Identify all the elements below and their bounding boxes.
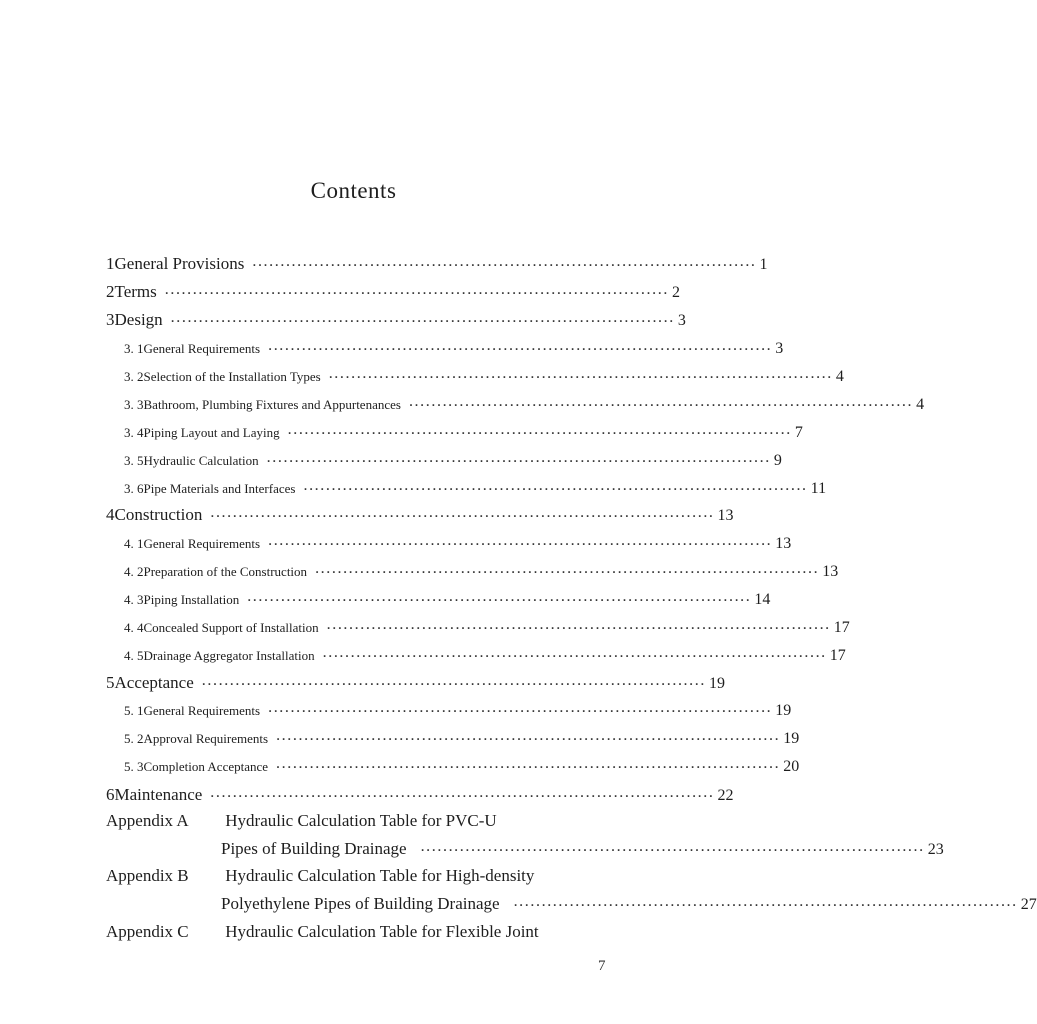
toc-entry-label: Completion Acceptance xyxy=(143,759,269,774)
appendix-title-line1: Hydraulic Calculation Table for High-density xyxy=(225,866,535,885)
toc-dot-leader: ·························································································· xyxy=(268,537,773,551)
toc-dot-leader: ·························································································· xyxy=(201,677,706,691)
toc-dot-leader: ·························································································· xyxy=(322,649,827,663)
toc-entry-label: Approval Requirements xyxy=(143,731,269,746)
appendix-number: Appendix A xyxy=(106,811,189,830)
toc-entry[interactable] xyxy=(106,254,768,282)
toc-dot-leader: ·························································································· xyxy=(420,843,925,857)
toc-entry[interactable] xyxy=(106,673,725,701)
appendix-number: Appendix C xyxy=(106,922,189,941)
toc-entry-number: 3. 2 xyxy=(124,369,144,384)
toc-entry-label: Design xyxy=(114,310,163,329)
toc-entry-label: Concealed Support of Installation xyxy=(143,620,319,635)
toc-entry-page: 17 xyxy=(833,619,850,636)
toc-entry-label: General Requirements xyxy=(143,341,261,356)
toc-entry[interactable] xyxy=(124,647,846,675)
toc-entry-page: 1 xyxy=(759,256,768,273)
toc-entry-page: 23 xyxy=(927,841,944,858)
toc-entry-number: 3. 4 xyxy=(124,425,144,440)
toc-entry-page: 13 xyxy=(822,563,839,580)
toc-entry-page: 3 xyxy=(775,340,784,357)
appendix-title-line2: Pipes of Building Drainage xyxy=(221,839,407,858)
toc-entry-page: 11 xyxy=(810,480,827,497)
toc-appendix-c[interactable] xyxy=(106,922,539,942)
toc-entry[interactable] xyxy=(124,758,800,786)
toc-entry-label: Terms xyxy=(114,282,157,301)
toc-entry[interactable] xyxy=(124,591,771,619)
toc-entry-page: 13 xyxy=(717,507,734,524)
toc-entry-label: Preparation of the Construction xyxy=(143,564,308,579)
toc-dot-leader: ·························································································· xyxy=(210,789,715,803)
toc-entry[interactable] xyxy=(124,424,803,452)
toc-entry-page: 19 xyxy=(708,675,725,692)
toc-entry-page: 2 xyxy=(671,284,680,301)
toc-entry[interactable] xyxy=(124,480,827,508)
page-title: Contents xyxy=(310,178,397,203)
toc-dot-leader: ·························································································· xyxy=(276,760,781,774)
toc-entry-number: 5. 3 xyxy=(124,759,144,774)
appendix-title-line1: Hydraulic Calculation Table for PVC-U xyxy=(225,811,497,830)
toc-entry-number: 3. 6 xyxy=(124,481,144,496)
toc-entry-page: 19 xyxy=(783,730,800,747)
toc-dot-leader: ·························································································· xyxy=(326,621,831,635)
toc-entry-label: General Provisions xyxy=(114,254,245,273)
toc-appendix-b-continuation[interactable] xyxy=(221,894,1037,914)
toc-entry-page: 4 xyxy=(916,396,925,413)
toc-dot-leader: ·························································································· xyxy=(210,509,715,523)
toc-entry[interactable] xyxy=(124,368,844,396)
appendix-number: Appendix B xyxy=(106,866,189,885)
toc-dot-leader: ·························································································· xyxy=(252,258,757,272)
toc-entry[interactable] xyxy=(124,452,782,480)
toc-entry-number: 3. 3 xyxy=(124,397,144,412)
toc-entry[interactable] xyxy=(124,535,792,563)
toc-entry-label: Selection of the Installation Types xyxy=(143,369,321,384)
toc-entry-number: 5. 2 xyxy=(124,731,144,746)
toc-dot-leader: ·························································································· xyxy=(315,565,820,579)
toc-entry-page: 9 xyxy=(773,452,782,469)
toc-entry-page: 7 xyxy=(794,424,803,441)
toc-entry-number: 1 xyxy=(106,254,115,273)
toc-dot-leader: ·························································································· xyxy=(287,426,792,440)
toc-entry-label: Construction xyxy=(114,505,203,524)
toc-dot-leader: ·························································································· xyxy=(268,704,773,718)
toc-dot-leader: ·························································································· xyxy=(247,593,752,607)
toc-entry-label: Pipe Materials and Interfaces xyxy=(143,481,296,496)
toc-entry-number: 3. 1 xyxy=(124,341,144,356)
toc-entry[interactable] xyxy=(124,563,839,591)
toc-entry-label: Drainage Aggregator Installation xyxy=(143,648,315,663)
toc-appendix-b[interactable] xyxy=(106,866,534,886)
toc-entry[interactable] xyxy=(124,396,925,424)
toc-entry-number: 4. 2 xyxy=(124,564,144,579)
toc-entry[interactable] xyxy=(106,785,734,813)
toc-entry-label: Piping Installation xyxy=(143,592,240,607)
appendix-title-line1: Hydraulic Calculation Table for Flexible Joint xyxy=(225,922,539,941)
toc-entry-page: 20 xyxy=(783,758,800,775)
toc-dot-leader: ·························································································· xyxy=(303,482,808,496)
toc-appendix-a[interactable] xyxy=(106,811,497,831)
toc-dot-leader: ·························································································· xyxy=(266,454,771,468)
toc-entry[interactable] xyxy=(124,619,850,647)
toc-entry[interactable] xyxy=(106,282,680,310)
toc-entry-number: 4 xyxy=(106,505,115,524)
page-number: 7 xyxy=(598,958,606,974)
toc-entry-page: 17 xyxy=(829,647,846,664)
toc-entry-label: Maintenance xyxy=(114,785,203,804)
toc-entry-number: 4. 3 xyxy=(124,592,144,607)
toc-entry[interactable] xyxy=(124,702,792,730)
toc-entry[interactable] xyxy=(124,340,784,368)
toc-entry-number: 4. 5 xyxy=(124,648,144,663)
toc-entry-label: Acceptance xyxy=(114,673,194,692)
toc-entry-page: 13 xyxy=(775,535,792,552)
toc-entry-label: General Requirements xyxy=(143,703,261,718)
toc-entry-number: 5. 1 xyxy=(124,703,144,718)
toc-appendix-a-continuation[interactable] xyxy=(221,839,944,859)
toc-entry-number: 4. 1 xyxy=(124,536,144,551)
toc-entry-number: 3 xyxy=(106,310,115,329)
toc-dot-leader: ·························································································· xyxy=(170,314,675,328)
toc-entry-page: 3 xyxy=(677,312,686,329)
toc-dot-leader: ·························································································· xyxy=(513,898,1018,912)
toc-dot-leader: ·························································································· xyxy=(276,732,781,746)
toc-entry-number: 3. 5 xyxy=(124,453,144,468)
toc-entry-number: 2 xyxy=(106,282,115,301)
toc-entry[interactable] xyxy=(106,310,686,338)
toc-entry-number: 5 xyxy=(106,673,115,692)
toc-entry-page: 22 xyxy=(717,787,734,804)
toc-entry-label: Bathroom, Plumbing Fixtures and Appurtenances xyxy=(143,397,401,412)
toc-entry-label: Hydraulic Calculation xyxy=(143,453,259,468)
toc-entry-page: 14 xyxy=(754,591,771,608)
toc-entry[interactable] xyxy=(106,505,734,533)
toc-entry-page: 4 xyxy=(835,368,844,385)
toc-dot-leader: ·························································································· xyxy=(408,398,914,412)
toc-dot-leader: ·························································································· xyxy=(328,370,833,384)
toc-entry-number: 6 xyxy=(106,785,115,804)
toc-dot-leader: ·························································································· xyxy=(268,342,773,356)
toc-dot-leader: ·························································································· xyxy=(164,286,669,300)
toc-entry-label: Piping Layout and Laying xyxy=(143,425,280,440)
toc-entry[interactable] xyxy=(124,730,800,758)
toc-entry-label: General Requirements xyxy=(143,536,261,551)
toc-entry-number: 4. 4 xyxy=(124,620,144,635)
toc-entry-page: 19 xyxy=(775,702,792,719)
toc-entry-page: 27 xyxy=(1020,896,1037,913)
appendix-title-line2: Polyethylene Pipes of Building Drainage xyxy=(221,894,500,913)
